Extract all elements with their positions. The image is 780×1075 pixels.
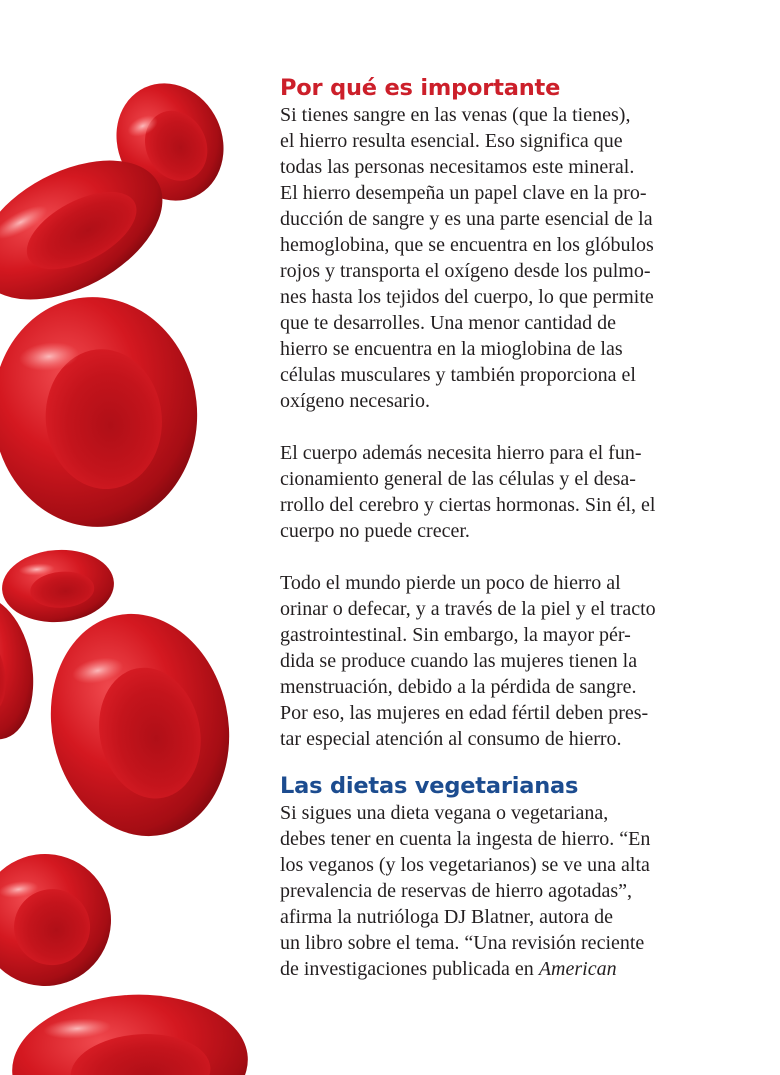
text-line: prevalencia de reservas de hierro agotadas”, — [280, 880, 633, 902]
text-line: oxígeno necesario. — [280, 390, 430, 412]
text-line: Todo el mundo pierde un poco de hierro al — [280, 572, 621, 594]
text-line: gastrointestinal. Sin embargo, la mayor pér- — [280, 624, 631, 646]
text-line: El hierro desempeña un papel clave en la pro- — [280, 182, 647, 204]
paragraph — [280, 440, 725, 544]
section-heading-vegetarian-diets: Las dietas vegetarianas — [280, 773, 579, 799]
text-line: cionamiento general de las células y el desa- — [280, 468, 636, 490]
blood-cell — [0, 845, 120, 994]
blood-cell — [31, 597, 250, 853]
text-line: hierro se encuentra en la mioglobina de las — [280, 338, 623, 360]
text-line: afirma la nutrióloga DJ Blatner, autora de — [280, 906, 613, 928]
text-line: nes hasta los tejidos del cuerpo, lo que permite — [280, 286, 654, 308]
text-line: células musculares y también proporciona el — [280, 364, 636, 386]
text-line: Si sigues una dieta vegana o vegetariana, — [280, 802, 609, 824]
text-line-with-journal — [280, 956, 725, 982]
text-line: que te desarrolles. Una menor cantidad de — [280, 312, 616, 334]
text-line: rrollo del cerebro y ciertas hormonas. Sin él, el — [280, 494, 656, 516]
blood-cell — [0, 546, 116, 626]
text-line: menstruación, debido a la pérdida de sangre. — [280, 676, 637, 698]
blood-cell — [0, 287, 208, 537]
text-line: un libro sobre el tema. “Una revisión reciente — [280, 932, 645, 954]
text-line: El cuerpo además necesita hierro para el fun- — [280, 442, 642, 464]
text-line: dida se produce cuando las mujeres tienen la — [280, 650, 638, 672]
paragraph — [280, 102, 725, 414]
text-line: Si tienes sangre en las venas (que la tienes), — [280, 104, 631, 126]
text-line: todas las personas necesitamos este mineral. — [280, 156, 635, 178]
paragraph — [280, 800, 725, 982]
text-line: rojos y transporta el oxígeno desde los pulmo- — [280, 260, 651, 282]
article-column — [280, 74, 725, 982]
text-line: cuerpo no puede crecer. — [280, 520, 470, 542]
text-line: debes tener en cuenta la ingesta de hierro. “En — [280, 828, 651, 850]
text-line: tar especial atención al consumo de hierro. — [280, 728, 622, 750]
text-line: el hierro resulta esencial. Eso significa que — [280, 130, 623, 152]
text-line: ducción de sangre y es una parte esencial de la — [280, 208, 653, 230]
text-line: hemoglobina, que se encuentra en los glóbulos — [280, 234, 654, 256]
text-line-start: de investigaciones publicada en — [280, 958, 539, 980]
text-line: orinar o defecar, y a través de la piel y el tracto — [280, 598, 656, 620]
text-line: los veganos (y los vegetarianos) se ve una alta — [280, 854, 650, 876]
section-heading-importance: Por qué es importante — [280, 75, 561, 101]
paragraph — [280, 570, 725, 752]
blood-cell — [7, 987, 252, 1075]
journal-name: American — [538, 958, 617, 980]
text-line: Por eso, las mujeres en edad fértil deben pres- — [280, 702, 649, 724]
